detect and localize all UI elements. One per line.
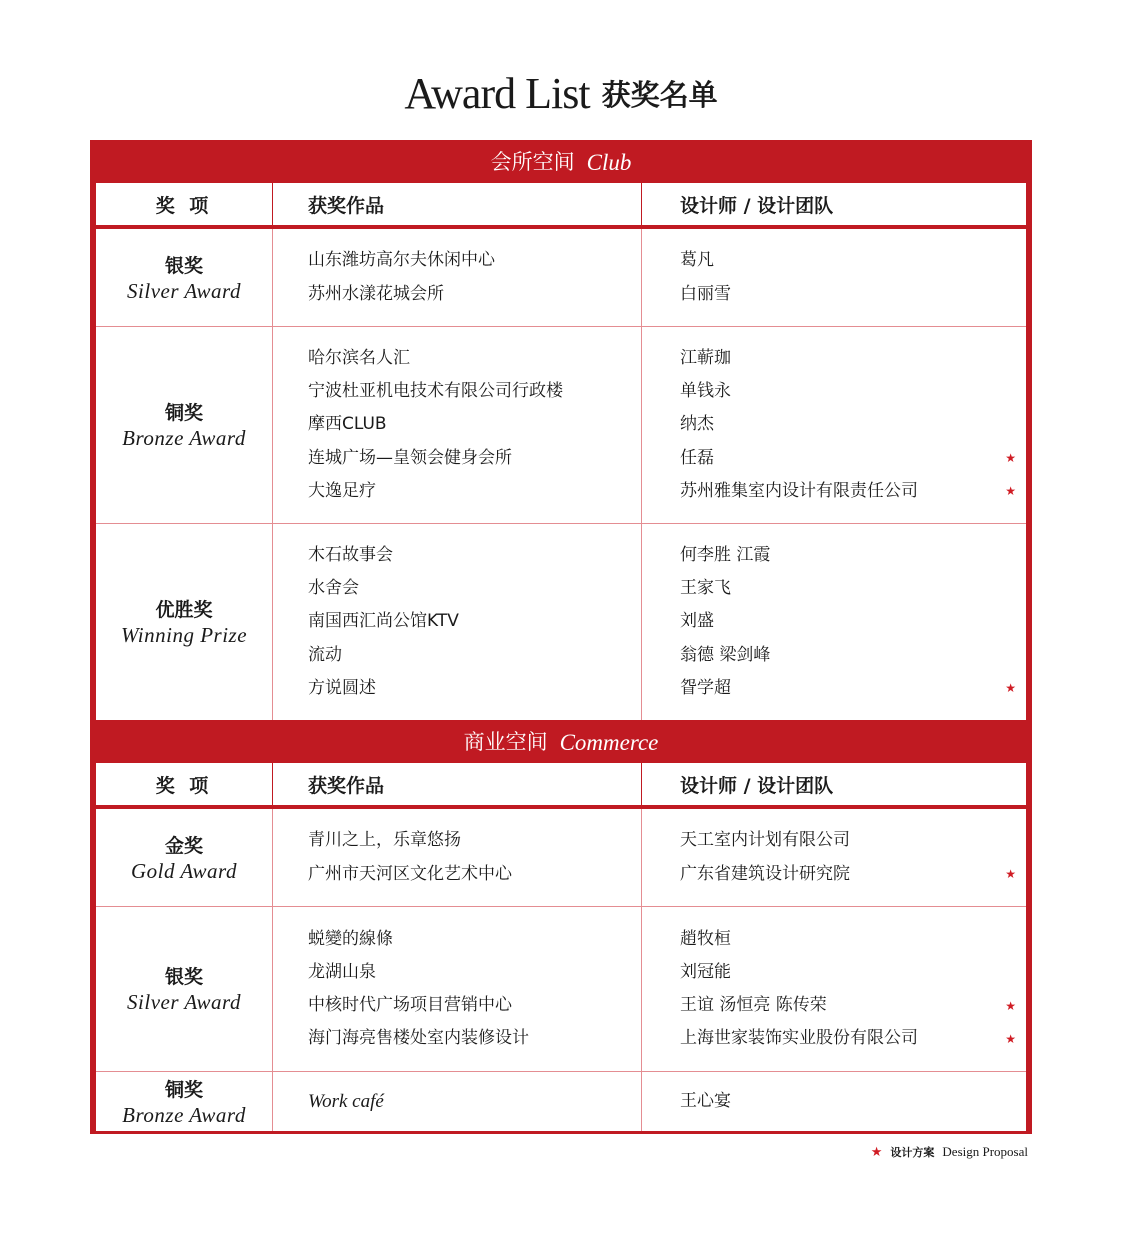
designer-entry <box>680 956 1016 989</box>
designer-name: 王谊 汤恒亮 陈传荣 <box>680 995 827 1015</box>
section-name-zh: 商业空间 <box>463 730 548 754</box>
star-icon: ★ <box>1005 866 1016 881</box>
designer-name: 刘盛 <box>680 611 714 632</box>
section-name-en: Club <box>586 150 632 175</box>
prize-name-en: Silver Award <box>127 990 241 1014</box>
column-header-designer: 设计师 / 设计团队 <box>680 194 834 217</box>
work-entry: 广州市天河区文化艺术中心 <box>308 863 512 884</box>
prize-cell <box>96 907 273 1071</box>
designer-name: 眢学超 <box>680 677 731 698</box>
column-header-work: 获奖作品 <box>273 763 642 805</box>
award-row-commerce-silver <box>96 907 1026 1072</box>
star-icon: ★ <box>1005 484 1016 499</box>
star-icon: ★ <box>1005 998 1016 1013</box>
award-row-commerce-gold <box>96 809 1026 907</box>
section-name-zh: 会所空间 <box>490 150 575 174</box>
column-header-row <box>96 763 1026 805</box>
designer-entry <box>680 605 1016 638</box>
designer-entry <box>680 858 1016 891</box>
prize-name-en: Bronze Award <box>122 426 246 450</box>
prize-cell <box>96 1072 273 1131</box>
designer-entry <box>680 572 1016 605</box>
designer-entry <box>680 244 1016 277</box>
designer-name: 何李胜 江霞 <box>680 545 771 566</box>
designer-name: 天工室内计划有限公司 <box>680 830 850 851</box>
section-header-commerce <box>96 720 1026 763</box>
star-icon: ★ <box>870 1144 883 1160</box>
designer-name: 白丽雪 <box>680 283 731 304</box>
section-name-en: Commerce <box>559 730 659 755</box>
designer-name: 王心宴 <box>680 1090 731 1111</box>
work-entry: 流动 <box>308 644 342 665</box>
work-list <box>273 907 642 1071</box>
designer-list <box>642 907 1026 1071</box>
designer-entry <box>680 1022 1016 1055</box>
title-chinese: 获奖名单 <box>601 78 718 112</box>
prize-name-zh: 铜奖 <box>164 1078 203 1101</box>
prize-cell <box>96 524 273 720</box>
section-header-club <box>96 140 1026 183</box>
prize-cell <box>96 229 273 326</box>
designer-name: 趙牧桓 <box>680 928 731 949</box>
prize-cell <box>96 327 273 523</box>
work-entry: 中核时代广场项目营销中心 <box>308 995 512 1015</box>
award-row-club-silver <box>96 229 1026 327</box>
work-list <box>273 327 642 523</box>
award-row-club-bronze <box>96 327 1026 524</box>
designer-name: 单钱永 <box>680 381 731 402</box>
work-entry: 苏州水漾花城会所 <box>308 283 444 304</box>
designer-name: 刘冠能 <box>680 961 731 982</box>
work-entry: 方说圆述 <box>308 677 376 698</box>
column-header-work: 获奖作品 <box>273 183 642 225</box>
designer-entry <box>680 375 1016 408</box>
work-entry: 宁波杜亚机电技术有限公司行政楼 <box>308 381 563 402</box>
designer-name: 广东省建筑设计研究院 <box>680 863 850 884</box>
work-list <box>273 1072 642 1131</box>
designer-entry <box>680 539 1016 572</box>
work-entry: 水舍会 <box>308 578 359 599</box>
designer-entry <box>680 824 1016 857</box>
title-english: Award List <box>404 69 590 118</box>
column-header-row <box>96 183 1026 225</box>
column-header-prize: 奖 项 <box>96 763 273 805</box>
designer-name: 王家飞 <box>680 578 731 599</box>
designer-list <box>642 1072 1026 1131</box>
work-entry: Work café <box>308 1090 384 1112</box>
work-entry: 山东潍坊高尔夫休闲中心 <box>308 250 495 271</box>
designer-name: 任磊 <box>680 447 714 468</box>
designer-entry <box>680 1085 1016 1118</box>
designer-name: 纳杰 <box>680 414 714 435</box>
legend <box>871 1144 1028 1160</box>
prize-name-zh: 优胜奖 <box>155 599 213 621</box>
work-entry: 哈尔滨名人汇 <box>308 348 410 369</box>
star-icon: ★ <box>1005 450 1016 465</box>
work-entry: 连城广场—皇领会健身会所 <box>308 447 512 468</box>
designer-list <box>642 809 1026 906</box>
designer-name: 翁德 梁剑峰 <box>680 644 771 665</box>
work-entry: 海门海亮售楼处室内装修设计 <box>308 1028 529 1049</box>
work-entry: 摩西CLUB <box>308 414 387 435</box>
work-entry: 龙湖山泉 <box>308 961 376 982</box>
award-row-commerce-bronze <box>96 1072 1026 1131</box>
designer-entry <box>680 442 1016 475</box>
legend-label-zh: 设计方案 <box>890 1146 935 1159</box>
prize-name-en: Silver Award <box>127 278 241 303</box>
designer-list <box>642 229 1026 326</box>
designer-name: 上海世家装饰实业股份有限公司 <box>680 1028 918 1049</box>
prize-name-zh: 银奖 <box>164 254 203 277</box>
work-entry: 青川之上，乐章悠扬 <box>308 830 461 851</box>
page-title <box>0 68 1122 119</box>
prize-name-zh: 银奖 <box>164 966 203 988</box>
work-entry: 大逸足疗 <box>308 480 376 501</box>
designer-entry <box>680 639 1016 672</box>
designer-name: 苏州雅集室内设计有限责任公司 <box>680 480 918 501</box>
work-list <box>273 524 642 720</box>
designer-entry <box>680 672 1016 705</box>
prize-name-en: Bronze Award <box>122 1102 246 1127</box>
designer-entry <box>680 278 1016 311</box>
star-icon: ★ <box>1005 681 1016 696</box>
designer-list <box>642 524 1026 720</box>
work-list <box>273 809 642 906</box>
designer-name: 葛凡 <box>680 250 714 271</box>
work-entry: 蜕變的線條 <box>308 928 393 949</box>
work-entry: 南国西汇尚公馆KTV <box>308 611 459 632</box>
work-entry: 木石故事会 <box>308 545 393 566</box>
prize-name-zh: 铜奖 <box>164 402 203 424</box>
column-header-designer: 设计师 / 设计团队 <box>680 774 834 797</box>
work-list <box>273 229 642 326</box>
column-header-prize: 奖 项 <box>96 183 273 225</box>
designer-entry <box>680 342 1016 375</box>
designer-entry <box>680 923 1016 956</box>
designer-name: 江蕲珈 <box>680 348 731 369</box>
award-table <box>90 140 1032 1134</box>
legend-label-en: Design Proposal <box>942 1144 1028 1159</box>
designer-entry <box>680 475 1016 508</box>
prize-cell <box>96 809 273 906</box>
star-icon: ★ <box>1005 1031 1016 1046</box>
prize-name-en: Gold Award <box>131 858 237 883</box>
designer-entry <box>680 989 1016 1022</box>
designer-entry <box>680 408 1016 441</box>
prize-name-zh: 金奖 <box>164 834 203 857</box>
prize-name-en: Winning Prize <box>120 623 248 647</box>
award-row-club-winning <box>96 524 1026 720</box>
designer-list <box>642 327 1026 523</box>
